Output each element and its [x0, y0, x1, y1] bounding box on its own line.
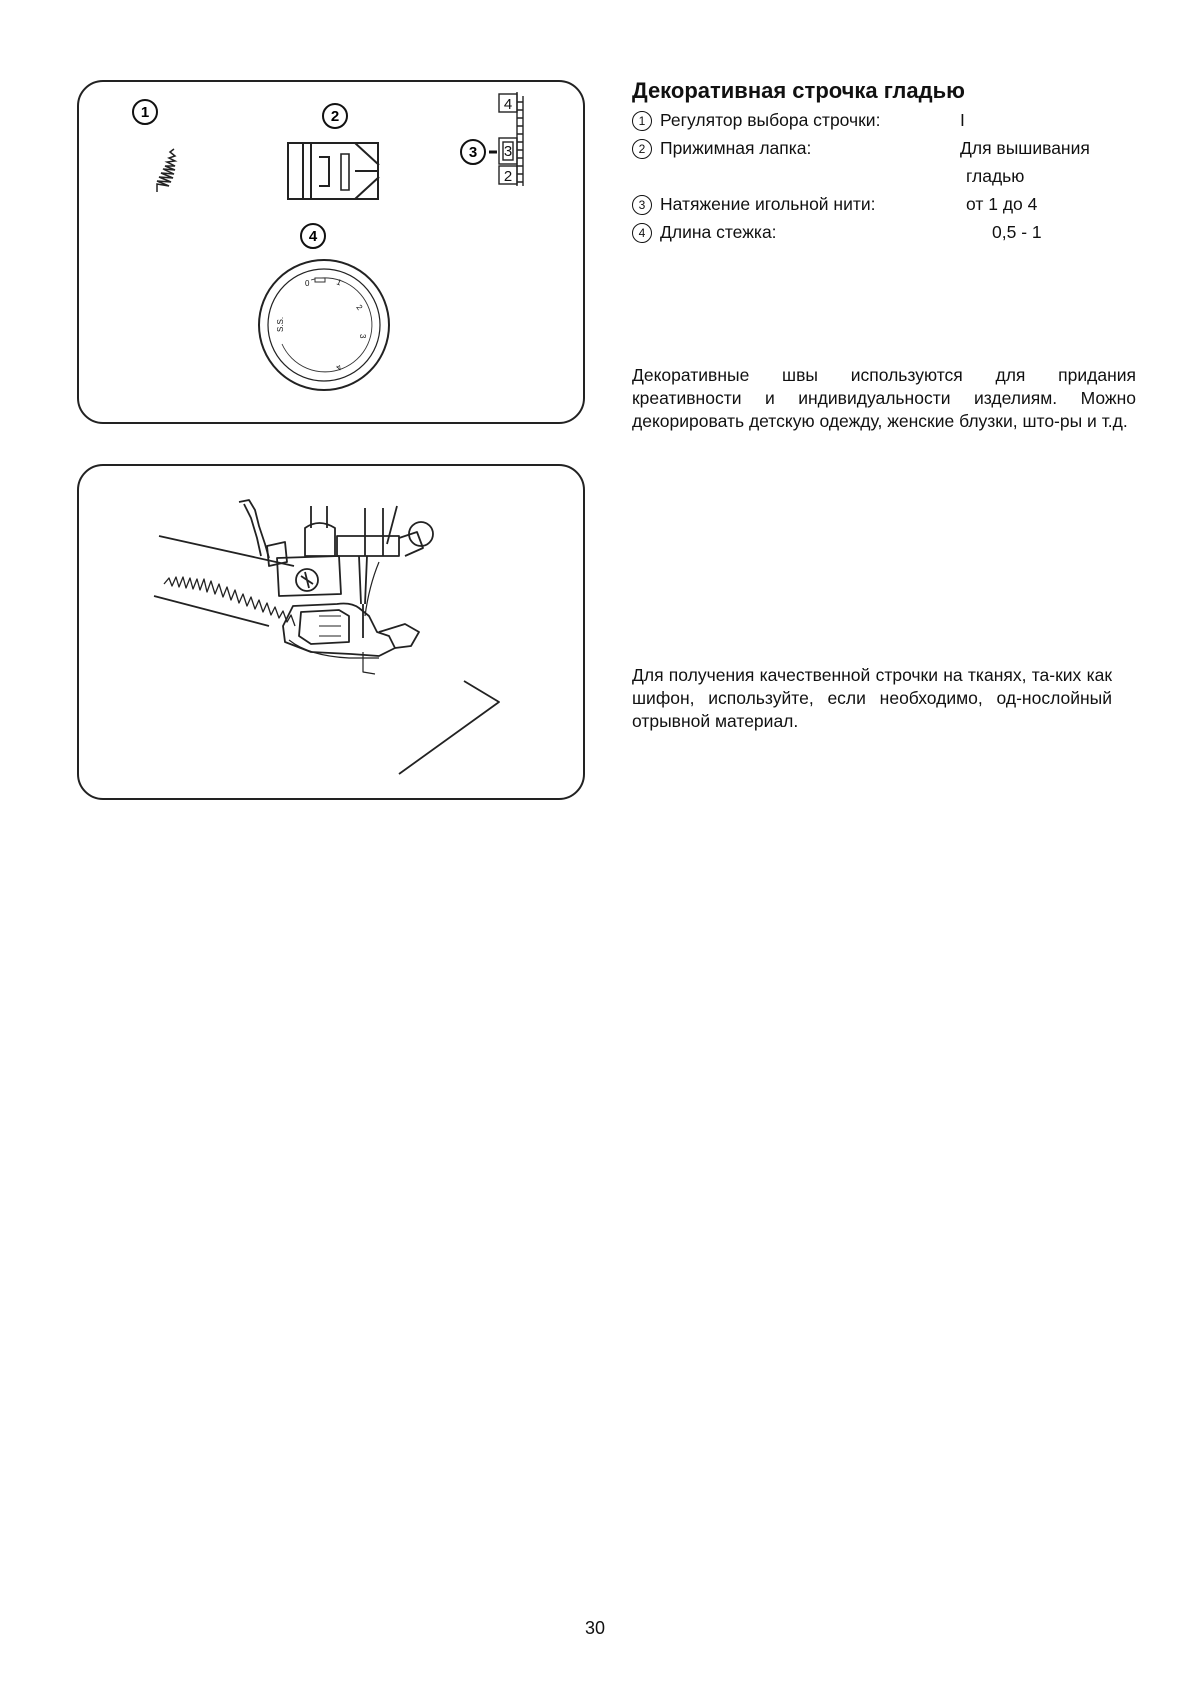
section-title: Декоративная строчка гладью	[632, 78, 965, 103]
svg-text:2: 2	[354, 302, 365, 312]
presser-foot-sewing-illustration	[79, 466, 587, 802]
satin-foot-icon	[288, 143, 379, 199]
svg-text:3: 3	[358, 334, 367, 339]
setting-row-stitch-length	[632, 222, 777, 243]
setting-label: Натяжение игольной нити:	[660, 194, 876, 214]
callout-3	[461, 140, 485, 164]
setting-number: 3	[632, 195, 652, 215]
setting-row-stitch-selector	[632, 110, 880, 131]
setting-value: 0,5 - 1	[992, 222, 1042, 242]
setting-label: Прижимная лапка:	[660, 138, 812, 158]
callout-1	[133, 100, 157, 124]
satin-stitch-icon	[157, 149, 175, 192]
setting-row-presser-foot	[632, 138, 811, 159]
svg-text:4: 4	[334, 362, 344, 373]
setting-number: 4	[632, 223, 652, 243]
fabric-edge	[399, 681, 499, 774]
svg-text:1: 1	[335, 277, 343, 288]
callout-2	[323, 104, 347, 128]
svg-text:2: 2	[330, 108, 340, 125]
setting-label: Регулятор выбора строчки:	[660, 110, 881, 130]
svg-text:4: 4	[308, 228, 318, 245]
setting-value: от 1 до 4	[966, 194, 1038, 214]
page-number: 30	[584, 1618, 606, 1638]
callout-4	[301, 224, 325, 248]
svg-text:1: 1	[140, 104, 150, 121]
satin-stitch-line	[164, 577, 295, 626]
svg-text:2: 2	[503, 168, 513, 185]
paragraph-decorative-uses: Декоративные швы используются для придания креативности и индивидуальности изделиям. Можно декорировать детскую одежду, женские блузки, што-ры и т.д.	[632, 365, 1136, 431]
setting-value-line2: гладью	[966, 166, 1025, 186]
svg-text:3: 3	[503, 143, 513, 160]
setting-value: Для вышивания	[960, 138, 1090, 158]
stitch-length-dial-icon	[259, 260, 389, 390]
setting-number: 1	[632, 111, 652, 131]
settings-illustration	[79, 82, 587, 426]
svg-text:0: 0	[305, 279, 310, 288]
fabric-edge	[159, 536, 294, 566]
sewing-illustration-panel	[77, 464, 585, 800]
setting-value: I	[960, 110, 965, 130]
settings-illustration-panel	[77, 80, 585, 424]
svg-text:3: 3	[468, 144, 478, 161]
setting-row-thread-tension	[632, 194, 876, 215]
svg-text:S.S.: S.S.	[276, 316, 285, 332]
setting-number: 2	[632, 139, 652, 159]
svg-text:4: 4	[503, 96, 513, 113]
paragraph-stabilizer-tip: Для получения качественной строчки на тканях, та-ких как шифон, используйте, если необходимо, од-нослойный отрывной материал.	[632, 665, 1112, 731]
setting-label: Длина стежка:	[660, 222, 777, 242]
